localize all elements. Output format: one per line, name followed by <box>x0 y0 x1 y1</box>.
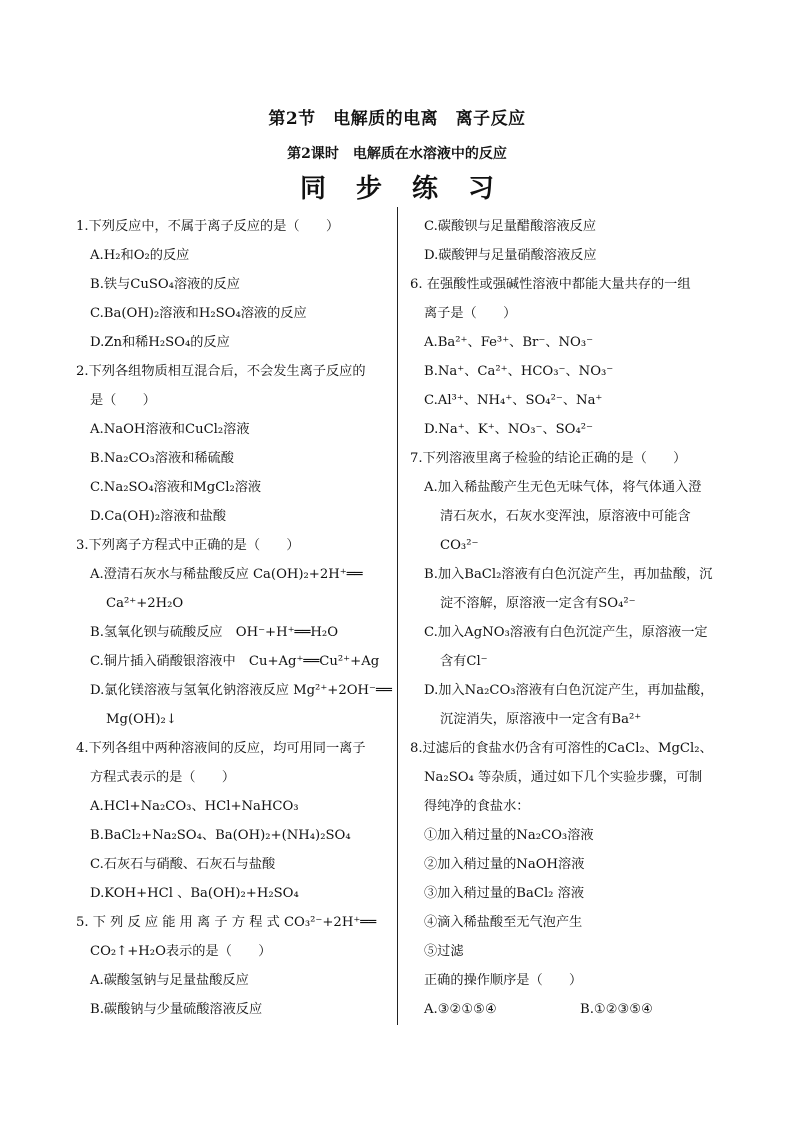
option-line: B.碳酸钠与少量硫酸溶液反应 <box>90 1002 263 1017</box>
option-line: ③加入稍过量的BaCl₂ 溶液 <box>424 886 585 901</box>
option-line: A.NaOH溶液和CuCl₂溶液 <box>90 422 250 437</box>
option-line: C.加入AgNO₃溶液有白色沉淀产生，原溶液一定 <box>424 625 708 640</box>
option-line: B.铁与CuSO₄溶液的反应 <box>90 277 240 292</box>
option-line: D.KOH+HCl 、Ba(OH)₂+H₂SO₄ <box>90 886 299 901</box>
section-title: 第2节 电解质的电离 离子反应 <box>268 109 526 129</box>
option-line: ①加入稍过量的Na₂CO₃溶液 <box>424 828 594 843</box>
exercise-heading: 同步练习 <box>299 174 524 204</box>
option-line: B.Na₂CO₃溶液和稀硫酸 <box>90 451 234 466</box>
option-line: 是（ ） <box>90 393 156 408</box>
option-line: A.碳酸氢钠与足量盐酸反应 <box>90 973 249 988</box>
option-line: B.加入BaCl₂溶液有白色沉淀产生，再加盐酸，沉 <box>424 567 713 582</box>
option-line: D.加入Na₂CO₃溶液有白色沉淀产生，再加盐酸， <box>424 683 714 698</box>
option-a: A.③②①⑤④ <box>424 1002 497 1017</box>
question-line: 8.过滤后的食盐水仍含有可溶性的CaCl₂、MgCl₂、 <box>410 741 713 756</box>
option-line: Na₂SO₄ 等杂质，通过如下几个实验步骤，可制 <box>424 770 703 785</box>
option-line: 清石灰水，石灰水变浑浊，原溶液中可能含 <box>440 509 691 524</box>
option-line: D.Na⁺、K⁺、NO₃⁻、SO₄²⁻ <box>424 422 594 437</box>
option-line: 正确的操作顺序是（ ） <box>424 973 583 988</box>
option-line: A.HCl+Na₂CO₃、HCl+NaHCO₃ <box>90 799 299 814</box>
right-column <box>410 212 726 1024</box>
q8-options-row <box>410 995 726 1024</box>
option-line: A.澄清石灰水与稀盐酸反应 Ca(OH)₂+2H⁺══ <box>90 567 363 582</box>
column-divider <box>397 207 398 1025</box>
option-line: Ca²⁺+2H₂O <box>106 596 184 611</box>
option-line: C.碳酸钡与足量醋酸溶液反应 <box>424 219 597 234</box>
question-line: 2.下列各组物质相互混合后，不会发生离子反应的 <box>76 364 366 379</box>
question-line: 4.下列各组中两种溶液间的反应，均可用同一离子 <box>76 741 366 756</box>
option-line: B.Na⁺、Ca²⁺、HCO₃⁻、NO₃⁻ <box>424 364 614 379</box>
option-line: A.加入稀盐酸产生无色无味气体，将气体通入澄 <box>424 480 702 495</box>
option-line: CO₂↑+H₂O表示的是（ ） <box>90 944 272 959</box>
left-column <box>76 212 392 1024</box>
option-line: D.Zn和稀H₂SO₄的反应 <box>90 335 230 350</box>
option-line: D.Ca(OH)₂溶液和盐酸 <box>90 509 227 524</box>
option-line: 离子是（ ） <box>424 306 517 321</box>
question-line: 1.下列反应中，不属于离子反应的是（ ） <box>76 219 340 234</box>
lesson-subtitle: 第2课时 电解质在水溶液中的反应 <box>287 146 507 162</box>
option-line: ②加入稍过量的NaOH溶液 <box>424 857 585 872</box>
question-line: 6. 在强酸性或强碱性溶液中都能大量共存的一组 <box>410 277 691 292</box>
option-line: C.铜片插入硝酸银溶液中 Cu+Ag⁺══Cu²⁺+Ag <box>90 654 380 669</box>
option-b: B.①②③⑤④ <box>580 1002 653 1017</box>
option-line: B.氢氧化钡与硫酸反应 OH⁻+H⁺══H₂O <box>90 625 339 640</box>
option-line: 得纯净的食盐水： <box>424 799 530 814</box>
option-line: C.Na₂SO₄溶液和MgCl₂溶液 <box>90 480 262 495</box>
option-line: 沉淀消失，原溶液中一定含有Ba²⁺ <box>440 712 642 727</box>
option-line: 含有Cl⁻ <box>440 654 488 669</box>
option-line: D.碳酸钾与足量硝酸溶液反应 <box>424 248 597 263</box>
option-line: C.石灰石与硝酸、石灰石与盐酸 <box>90 857 276 872</box>
option-line: 方程式表示的是（ ） <box>90 770 236 785</box>
option-line: ⑤过滤 <box>424 944 464 959</box>
option-line: A.H₂和O₂的反应 <box>90 248 190 263</box>
question-line: 5. 下 列 反 应 能 用 离 子 方 程 式 CO₃²⁻+2H⁺══ <box>76 915 377 930</box>
option-line: C.Ba(OH)₂溶液和H₂SO₄溶液的反应 <box>90 306 307 321</box>
option-line: CO₃²⁻ <box>440 538 479 553</box>
option-line: A.Ba²⁺、Fe³⁺、Br⁻、NO₃⁻ <box>424 335 594 350</box>
option-line: Mg(OH)₂↓ <box>106 712 177 727</box>
option-line: D.氯化镁溶液与氢氧化钠溶液反应 Mg²⁺+2OH⁻══ <box>90 683 392 698</box>
question-line: 3.下列离子方程式中正确的是（ ） <box>76 538 300 553</box>
option-line: C.Al³⁺、NH₄⁺、SO₄²⁻、Na⁺ <box>424 393 603 408</box>
option-line: ④滴入稀盐酸至无气泡产生 <box>424 915 583 930</box>
option-line: 淀不溶解，原溶液一定含有SO₄²⁻ <box>440 596 636 611</box>
option-line: B.BaCl₂+Na₂SO₄、Ba(OH)₂+(NH₄)₂SO₄ <box>90 828 351 843</box>
question-line: 7.下列溶液里离子检验的结论正确的是（ ） <box>410 451 687 466</box>
